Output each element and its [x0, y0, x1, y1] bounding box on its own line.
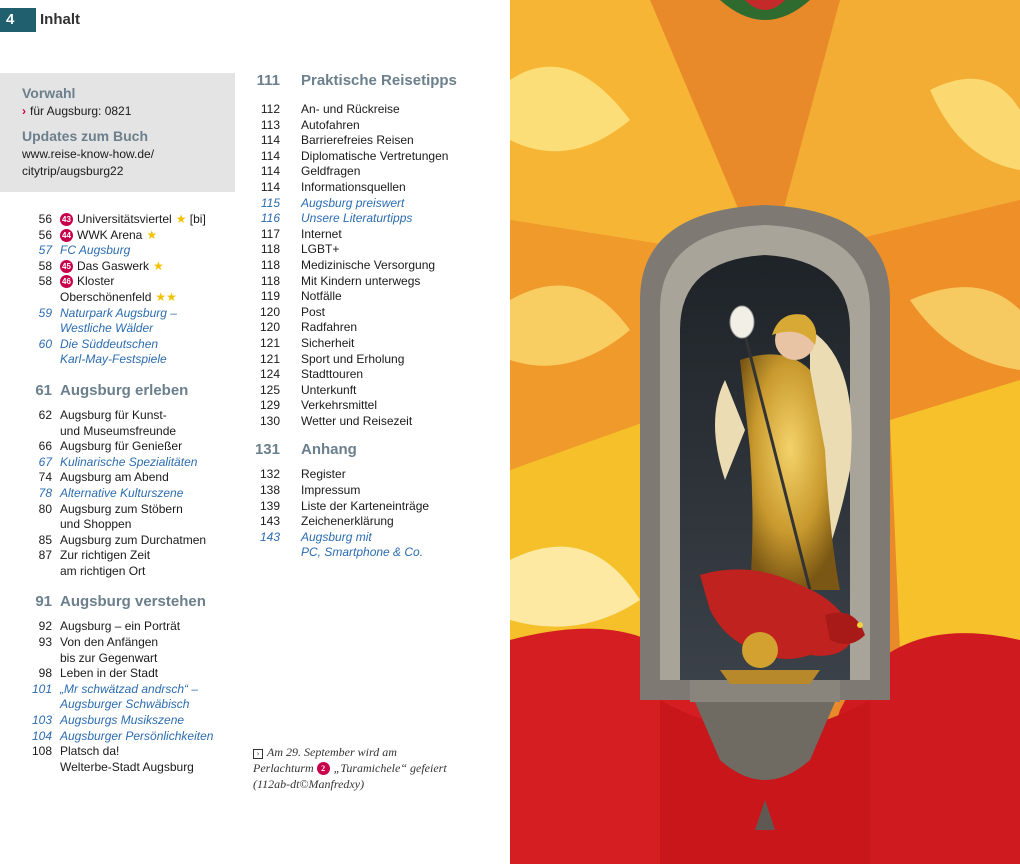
toc-page-number: 120 — [259, 304, 280, 319]
toc-entry-text — [60, 352, 167, 368]
toc-list-tipps — [250, 102, 500, 429]
toc-entry-text — [60, 682, 198, 698]
map-badge: 2 — [317, 762, 330, 775]
toc-entry[interactable] — [250, 258, 500, 274]
toc-entry[interactable] — [22, 533, 242, 549]
toc-entry-text — [301, 414, 412, 430]
toc-entry-text — [60, 486, 183, 502]
toc-entry-text — [301, 367, 363, 383]
toc-entry-label: Stadttouren — [301, 367, 364, 382]
toc-page-number: 104 — [31, 728, 52, 743]
toc-page-number: 60 — [38, 336, 52, 351]
toc-entry[interactable] — [250, 320, 500, 336]
toc-page-number: 87 — [38, 548, 52, 563]
toc-entry-label: Das Gaswerk — [77, 258, 150, 273]
toc-page-number: 113 — [260, 117, 280, 132]
toc-entry-label: Augsburg zum Stöbern — [60, 501, 183, 516]
updates-url-line1[interactable]: www.reise-know-how.de/ — [22, 147, 155, 161]
toc-page-number: 108 — [31, 744, 52, 759]
toc-entry-text — [301, 258, 435, 274]
toc-entry-text — [301, 514, 394, 530]
toc-entry-text — [301, 180, 406, 196]
toc-entry[interactable] — [22, 408, 242, 424]
toc-entry-label: und Museumsfreunde — [60, 423, 177, 438]
toc-entry[interactable] — [250, 352, 500, 368]
toc-entry-label: Karl-May-Festspiele — [60, 352, 167, 367]
toc-entry[interactable] — [22, 502, 242, 518]
arrow-icon: › — [22, 104, 26, 118]
toc-entry-text — [60, 517, 131, 533]
toc-entry-text — [301, 499, 429, 515]
toc-page-number: 114 — [260, 179, 280, 194]
toc-entry-text — [60, 533, 206, 549]
toc-entry[interactable] — [22, 666, 242, 682]
toc-entry-label: Register — [301, 467, 346, 482]
toc-entry[interactable] — [250, 514, 500, 530]
toc-entry-label: Augsburger Schwäbisch — [60, 697, 190, 712]
toc-entry[interactable] — [22, 517, 242, 533]
toc-page-number: 103 — [31, 713, 52, 728]
photo-caption: › Am 29. September wird am Perlachturm 2 „Turamichele“ gefeiert (112ab-dt©Manfredxy) — [253, 745, 447, 791]
toc-entry-label: Die Süddeutschen — [60, 336, 159, 351]
toc-page-number: 120 — [259, 320, 280, 335]
toc-entry-label: Internet — [301, 226, 342, 241]
toc-entry[interactable] — [22, 713, 242, 729]
page-number: 4 — [0, 8, 36, 32]
toc-page-number: 139 — [259, 498, 280, 513]
toc-entry-label: Autofahren — [301, 117, 360, 132]
toc-entry-text — [301, 467, 346, 483]
toc-entry-label: FC Augsburg — [60, 243, 131, 258]
updates-heading: Updates zum Buch — [22, 128, 149, 144]
section-heading-erleben: 61 Augsburg erleben — [35, 381, 189, 399]
toc-page-number: 118 — [260, 242, 280, 257]
toc-page-number: 93 — [38, 635, 52, 650]
toc-entry-text — [301, 545, 423, 561]
toc-entry-text — [60, 744, 119, 760]
toc-page-number: 121 — [259, 335, 280, 350]
toc-entry[interactable] — [250, 180, 500, 196]
toc-entry[interactable] — [22, 729, 242, 745]
toc-entry-label: Naturpark Augsburg – — [60, 305, 177, 320]
toc-page-number: 66 — [38, 439, 52, 454]
toc-entry-label: Augsburg für Genießer — [60, 439, 183, 454]
toc-entry[interactable] — [22, 486, 242, 502]
toc-page-number: 143 — [259, 529, 280, 544]
toc-entry-text — [60, 274, 114, 290]
toc-page-number: 116 — [260, 211, 280, 226]
toc-entry-text — [60, 455, 197, 471]
toc-page-number: 129 — [259, 398, 280, 413]
toc-entry[interactable] — [250, 227, 500, 243]
toc-page-number: 56 — [38, 212, 52, 226]
toc-entry[interactable] — [22, 228, 242, 244]
section-heading-verstehen: 91 Augsburg verstehen — [35, 593, 206, 611]
toc-entry[interactable] — [22, 439, 242, 455]
toc-list-erleben — [22, 408, 242, 580]
caption-pointer-icon: › — [253, 749, 263, 759]
toc-entry-label: Augsburg mit — [301, 529, 372, 544]
turamichele-photo — [510, 0, 1020, 864]
toc-entry-label: Sport und Erholung — [301, 351, 405, 366]
toc-entry-text — [301, 274, 420, 290]
toc-entry-text — [301, 398, 377, 414]
toc-entry[interactable] — [250, 545, 500, 561]
toc-entry[interactable] — [22, 470, 242, 486]
toc-page-number: 62 — [38, 407, 52, 422]
toc-entry[interactable] — [250, 149, 500, 165]
toc-entry-label: Oberschönenfeld — [60, 289, 152, 304]
toc-entry[interactable] — [250, 118, 500, 134]
toc-entry[interactable] — [22, 424, 242, 440]
toc-entry[interactable] — [22, 635, 242, 651]
toc-entry-label: Universitätsviertel — [77, 212, 172, 226]
toc-entry-label: Barrierefreies Reisen — [301, 133, 414, 148]
toc-entry[interactable] — [22, 697, 242, 713]
toc-entry-text — [60, 666, 158, 682]
toc-page-number: 114 — [260, 164, 280, 179]
toc-entry-text — [60, 212, 206, 228]
toc-entry[interactable] — [22, 564, 242, 580]
vorwahl-heading: Vorwahl — [22, 85, 76, 101]
toc-entry-label: Augsburg für Kunst- — [60, 407, 167, 422]
toc-entry-text — [60, 713, 184, 729]
toc-entry-label: An- und Rückreise — [301, 102, 400, 116]
toc-entry[interactable] — [250, 367, 500, 383]
toc-entry-label: Wetter und Reisezeit — [301, 413, 413, 428]
toc-entry-text — [60, 619, 180, 635]
toc-entry[interactable] — [250, 530, 500, 546]
toc-page-number: 80 — [38, 501, 52, 516]
toc-entry[interactable] — [22, 290, 242, 306]
toc-page-number: 124 — [259, 367, 280, 382]
toc-page-number: 92 — [38, 619, 52, 634]
toc-entry[interactable] — [250, 467, 500, 483]
toc-entry-text — [301, 227, 342, 243]
toc-entry[interactable] — [22, 321, 242, 337]
toc-entry-label: Augsburger Persönlichkeiten — [60, 728, 214, 743]
toc-entry-label: Medizinische Versorgung — [301, 257, 436, 272]
toc-entry-text — [301, 320, 357, 336]
toc-entry-label: Unterkunft — [301, 382, 357, 397]
toc-entry-text — [60, 243, 130, 259]
toc-entry[interactable] — [250, 289, 500, 305]
toc-page-number: 85 — [38, 532, 52, 547]
toc-entry-label: „Mr schwätzad andrsch“ – — [60, 681, 199, 696]
toc-entry-label: Post — [301, 304, 326, 319]
rating-star-icon: ★★ — [155, 289, 177, 304]
toc-entry-label: Verkehrsmittel — [301, 398, 378, 413]
toc-entry[interactable] — [22, 212, 242, 228]
toc-entry-label: Platsch da! — [60, 744, 120, 759]
toc-entry-text — [301, 483, 360, 499]
rating-star-icon: ★ — [175, 212, 187, 226]
toc-entry-label: Augsburg am Abend — [60, 470, 169, 485]
toc-entry[interactable] — [250, 274, 500, 290]
flower-decorated-niche-image — [510, 0, 1020, 864]
toc-entry[interactable] — [250, 133, 500, 149]
toc-entry-label: Mit Kindern unterwegs — [301, 273, 421, 288]
toc-entry-label: Liste der Karteneinträge — [301, 498, 430, 513]
info-box — [0, 73, 235, 192]
toc-entry-label: Alternative Kulturszene — [60, 485, 184, 500]
toc-entry[interactable] — [250, 164, 500, 180]
toc-page-number: 59 — [38, 305, 52, 320]
toc-page-number: 114 — [260, 133, 280, 148]
toc-entry-text — [301, 530, 372, 546]
map-number-badge: 46 — [60, 275, 73, 288]
toc-page-number: 132 — [259, 467, 280, 482]
toc-entry[interactable] — [22, 744, 242, 760]
map-number-badge: 44 — [60, 229, 73, 242]
toc-entry-text — [301, 102, 400, 118]
toc-entry-text — [301, 289, 342, 305]
toc-entry-label: Welterbe-Stadt Augsburg — [60, 759, 194, 774]
toc-entry-text — [60, 424, 176, 440]
toc-entry-text — [60, 760, 194, 776]
toc-page-number: 117 — [260, 226, 280, 241]
toc-list-verstehen — [22, 619, 242, 775]
toc-entry[interactable] — [250, 383, 500, 399]
toc-list-anhang — [250, 467, 500, 561]
toc-entry-text — [301, 196, 404, 212]
toc-entry-text — [60, 408, 167, 424]
toc-page-number: 58 — [38, 258, 52, 273]
toc-entry-text — [60, 729, 213, 745]
toc-entry-text — [60, 697, 189, 713]
toc-entry-text — [301, 149, 448, 165]
toc-entry[interactable] — [22, 651, 242, 667]
updates-url-line2[interactable]: citytrip/augsburg22 — [22, 164, 124, 178]
toc-entry-label: Augsburg preiswert — [301, 195, 405, 210]
toc-entry-text — [60, 321, 153, 337]
toc-page-number: 67 — [38, 454, 52, 469]
toc-entry-text — [60, 306, 177, 322]
toc-entry[interactable] — [250, 499, 500, 515]
toc-entry-label: Augsburgs Musikszene — [60, 713, 185, 728]
toc-entry-text — [60, 228, 157, 244]
toc-entry-text — [60, 548, 150, 564]
toc-page-number: 74 — [38, 470, 52, 485]
toc-page-number: 121 — [259, 351, 280, 366]
toc-entry-text — [301, 336, 354, 352]
toc-page-number: 125 — [259, 382, 280, 397]
toc-entry[interactable] — [250, 398, 500, 414]
toc-entry-text — [301, 118, 360, 134]
toc-entry-label: Westliche Wälder — [60, 321, 154, 336]
toc-entry-label: Sicherheit — [301, 335, 355, 350]
toc-entry[interactable] — [250, 336, 500, 352]
toc-column-left — [22, 212, 242, 775]
toc-page-number: 118 — [260, 257, 280, 272]
toc-page-number: 78 — [38, 485, 52, 500]
toc-page-number: 112 — [260, 102, 280, 116]
toc-entry-label: Kloster — [77, 274, 115, 289]
toc-entry-label: Zeichenerklärung — [301, 514, 394, 529]
toc-entry[interactable] — [22, 548, 242, 564]
toc-entry-text — [60, 259, 164, 275]
toc-entry[interactable] — [250, 305, 500, 321]
toc-entry[interactable] — [22, 455, 242, 471]
toc-page-number: 56 — [38, 227, 52, 242]
page-title: Inhalt — [40, 11, 80, 28]
toc-page-number: 138 — [259, 483, 280, 498]
toc-entry-label: Augsburg – ein Porträt — [60, 619, 181, 634]
map-number-badge: 43 — [60, 213, 73, 226]
toc-entry-label: bis zur Gegenwart — [60, 650, 158, 665]
toc-entry-text — [60, 651, 157, 667]
toc-entry-label: Zur richtigen Zeit — [60, 548, 151, 563]
toc-entry-label: Von den Anfängen — [60, 635, 159, 650]
toc-entry-label: PC, Smartphone & Co. — [301, 545, 424, 560]
toc-entry[interactable] — [250, 196, 500, 212]
toc-page-number: 115 — [260, 195, 280, 210]
toc-page-number: 101 — [31, 681, 52, 696]
toc-entry[interactable] — [22, 274, 242, 290]
toc-entry-label: Geldfragen — [301, 164, 361, 179]
toc-page-number: 130 — [259, 413, 280, 428]
toc-entry-label: Unsere Literaturtipps — [301, 211, 413, 226]
toc-entry[interactable] — [22, 682, 242, 698]
toc-entry[interactable] — [250, 483, 500, 499]
toc-entry-label: Radfahren — [301, 320, 358, 335]
toc-entry[interactable] — [250, 102, 500, 118]
toc-entry-label: LGBT+ — [301, 242, 340, 257]
toc-entry-text — [60, 439, 182, 455]
toc-page-number: 118 — [260, 273, 280, 288]
toc-entry-text — [60, 564, 145, 580]
toc-page-number: 119 — [260, 289, 280, 304]
toc-page-number: 143 — [259, 514, 280, 529]
section-heading-anhang: 131 Anhang — [254, 441, 357, 459]
toc-entry-text — [301, 133, 414, 149]
toc-entry[interactable] — [22, 760, 242, 776]
toc-page-number: 98 — [38, 666, 52, 681]
map-grid-ref: [bi] — [186, 212, 206, 226]
toc-list-attractions — [22, 212, 242, 368]
toc-entry-text — [60, 290, 177, 306]
toc-entry-label: Notfälle — [301, 289, 342, 304]
toc-entry-label: am richtigen Ort — [60, 563, 146, 578]
toc-entry[interactable] — [250, 414, 500, 430]
toc-page-number: 57 — [38, 243, 52, 258]
toc-entry-text — [60, 635, 158, 651]
toc-entry-text — [60, 502, 183, 518]
toc-entry-text — [301, 164, 360, 180]
toc-entry-text — [60, 470, 169, 486]
toc-entry-text — [301, 305, 325, 321]
rating-star-icon: ★ — [153, 258, 164, 273]
rating-star-icon: ★ — [146, 227, 158, 242]
toc-entry-label: Diplomatische Vertretungen — [301, 148, 449, 163]
toc-entry-text — [60, 337, 158, 353]
toc-entry-text — [301, 352, 404, 368]
toc-entry[interactable] — [22, 337, 242, 353]
vorwahl-text: › für Augsburg: 0821 — [22, 104, 132, 118]
toc-entry[interactable] — [22, 243, 242, 259]
toc-entry-text — [301, 383, 356, 399]
toc-entry-label: Augsburg zum Durchatmen — [60, 532, 207, 547]
toc-entry-text — [301, 242, 339, 258]
toc-entry-text — [301, 211, 412, 227]
toc-entry-label: Informationsquellen — [301, 179, 406, 194]
toc-entry[interactable] — [22, 352, 242, 368]
toc-entry-label: WWK Arena — [77, 227, 143, 242]
map-number-badge: 45 — [60, 260, 73, 273]
toc-entry-label: Kulinarische Spezialitäten — [60, 454, 198, 469]
section-heading-tipps: 111 Praktische Reisetipps — [256, 72, 457, 89]
toc-page-number: 114 — [260, 148, 280, 163]
toc-entry-label: Impressum — [301, 483, 361, 498]
toc-entry-label: und Shoppen — [60, 517, 132, 532]
toc-entry[interactable] — [250, 242, 500, 258]
toc-column-right — [250, 70, 500, 561]
toc-entry[interactable] — [22, 259, 242, 275]
toc-entry[interactable] — [22, 306, 242, 322]
toc-entry[interactable] — [22, 619, 242, 635]
toc-entry[interactable] — [250, 211, 500, 227]
toc-entry-label: Leben in der Stadt — [60, 666, 159, 681]
toc-page-number: 58 — [38, 274, 52, 289]
